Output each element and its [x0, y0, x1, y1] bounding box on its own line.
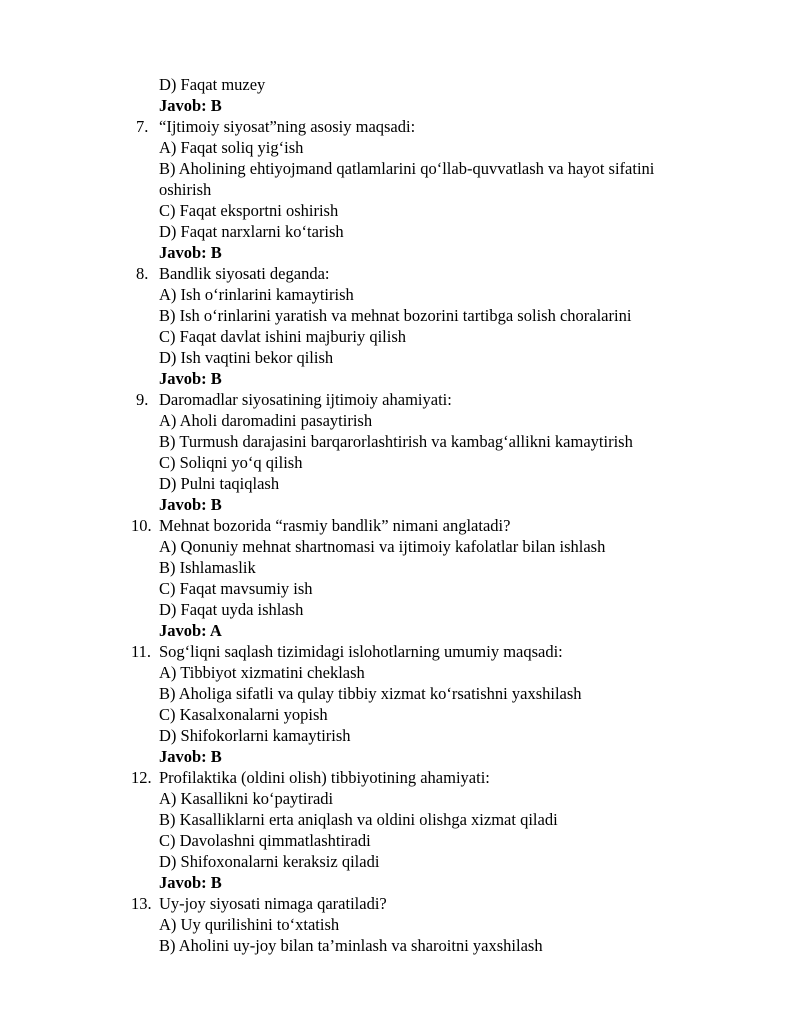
option-line: D) Ish vaqtini bekor qilish: [159, 348, 334, 367]
question-number: 8.: [136, 264, 149, 283]
option-line: A) Uy qurilishini to‘xtatish: [159, 915, 340, 934]
question-number: 10.: [131, 516, 152, 535]
question-text: Profilaktika (oldini olish) tibbiyotining ahamiyati:: [159, 768, 490, 787]
option-line: oshirish: [159, 180, 212, 199]
option-line: C) Davolashni qimmatlashtiradi: [159, 831, 371, 850]
option-line: B) Aholining ehtiyojmand qatlamlarini qo‘llab-quvvatlash va hayot sifatini: [159, 159, 655, 178]
option-line: C) Faqat eksportni oshirish: [159, 201, 339, 220]
option-line: D) Faqat muzey: [159, 75, 266, 94]
option-line: A) Tibbiyot xizmatini cheklash: [159, 663, 365, 682]
option-line: B) Ishlamaslik: [159, 558, 256, 577]
option-line: B) Aholini uy-joy bilan ta’minlash va sharoitni yaxshilash: [159, 936, 543, 955]
question-text: “Ijtimoiy siyosat”ning asosiy maqsadi:: [159, 117, 416, 136]
question-number: 7.: [136, 117, 149, 136]
question-number: 13.: [131, 894, 152, 913]
question-text: Sog‘liqni saqlash tizimidagi islohotlarning umumiy maqsadi:: [159, 642, 563, 661]
option-line: D) Shifoxonalarni keraksiz qiladi: [159, 852, 380, 871]
answer-line: Javob: B: [159, 495, 222, 514]
answer-line: Javob: B: [159, 96, 222, 115]
option-line: B) Kasalliklarni erta aniqlash va oldini olishga xizmat qiladi: [159, 810, 558, 829]
option-line: A) Faqat soliq yig‘ish: [159, 138, 304, 157]
question-text: Bandlik siyosati deganda:: [159, 264, 330, 283]
option-line: C) Kasalxonalarni yopish: [159, 705, 328, 724]
option-line: B) Turmush darajasini barqarorlashtirish va kambag‘allikni kamaytirish: [159, 432, 633, 451]
option-line: D) Faqat narxlarni ko‘tarish: [159, 222, 344, 241]
option-line: D) Shifokorlarni kamaytirish: [159, 726, 351, 745]
question-text: Uy-joy siyosati nimaga qaratiladi?: [159, 894, 387, 913]
question-number: 12.: [131, 768, 152, 787]
question-number: 9.: [136, 390, 149, 409]
question-number: 11.: [131, 642, 152, 661]
option-line: B) Aholiga sifatli va qulay tibbiy xizmat ko‘rsatishni yaxshilash: [159, 684, 582, 703]
question-text: Mehnat bozorida “rasmiy bandlik” nimani anglatadi?: [159, 516, 511, 535]
answer-line: Javob: A: [159, 621, 222, 640]
answer-line: Javob: B: [159, 747, 222, 766]
question-text: Daromadlar siyosatining ijtimoiy ahamiyati:: [159, 390, 452, 409]
option-line: A) Ish o‘rinlarini kamaytirish: [159, 285, 354, 304]
option-line: B) Ish o‘rinlarini yaratish va mehnat bozorini tartibga solish choralarini: [159, 306, 632, 325]
option-line: C) Faqat davlat ishini majburiy qilish: [159, 327, 407, 346]
answer-line: Javob: B: [159, 243, 222, 262]
option-line: A) Aholi daromadini pasaytirish: [159, 411, 373, 430]
option-line: C) Faqat mavsumiy ish: [159, 579, 313, 598]
option-line: A) Kasallikni ko‘paytiradi: [159, 789, 334, 808]
option-line: C) Soliqni yo‘q qilish: [159, 453, 303, 472]
answer-line: Javob: B: [159, 369, 222, 388]
answer-line: Javob: B: [159, 873, 222, 892]
option-line: D) Faqat uyda ishlash: [159, 600, 304, 619]
option-line: D) Pulni taqiqlash: [159, 474, 280, 493]
option-line: A) Qonuniy mehnat shartnomasi va ijtimoiy kafolatlar bilan ishlash: [159, 537, 606, 556]
